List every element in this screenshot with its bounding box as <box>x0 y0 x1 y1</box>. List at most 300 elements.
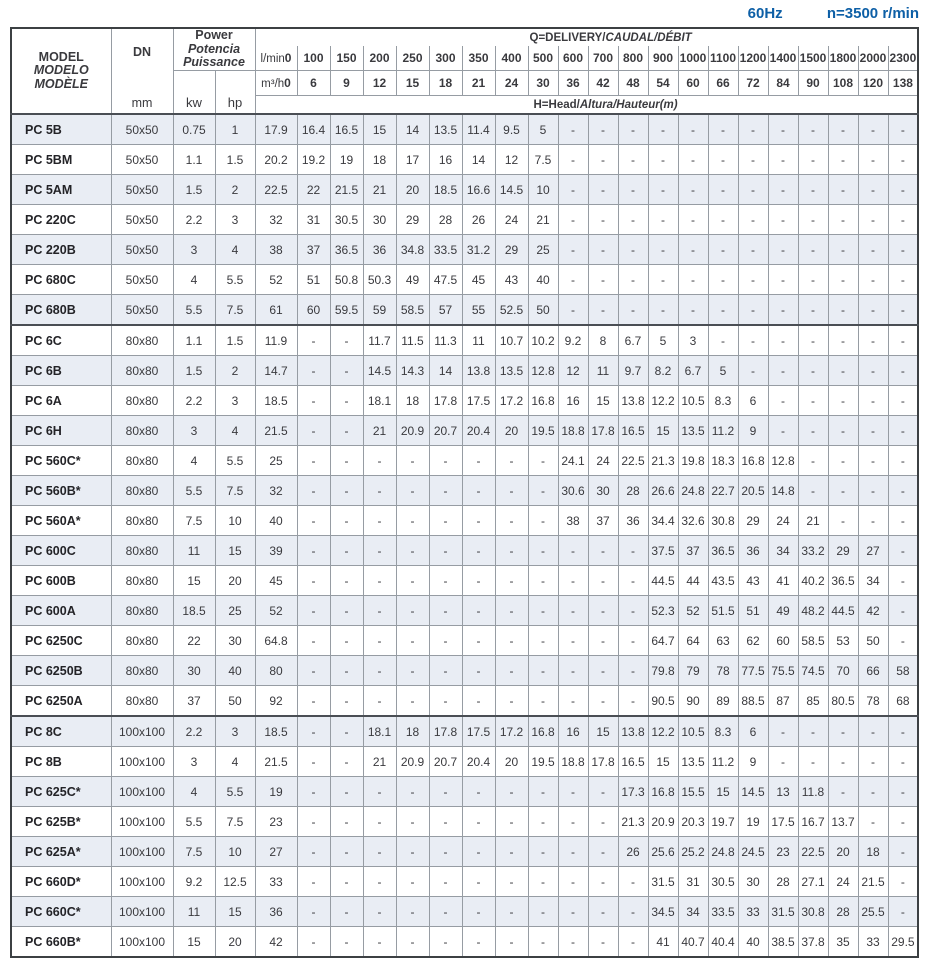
head-value-cell: - <box>330 536 363 566</box>
table-row <box>11 386 918 416</box>
flow-m3h-value: 30 <box>528 71 558 96</box>
model-cell: PC 600C <box>11 536 111 566</box>
head-value-cell: 40 <box>528 265 558 295</box>
head-value-cell: 21 <box>363 416 396 446</box>
head-value-cell: 8 <box>588 325 618 356</box>
head-value-cell: 40.7 <box>678 927 708 958</box>
head-value-cell: 44 <box>678 566 708 596</box>
head-value-cell: 37.8 <box>798 927 828 958</box>
head-value-cell: - <box>888 506 918 536</box>
head-value-cell: 11.4 <box>462 114 495 145</box>
head-value-cell: 11 <box>462 325 495 356</box>
hp-cell: 20 <box>215 566 255 596</box>
hp-cell: 10 <box>215 837 255 867</box>
head-value-cell: - <box>888 777 918 807</box>
head-value-cell: - <box>558 566 588 596</box>
dn-cell: 100x100 <box>111 837 173 867</box>
head-value-cell: 17.5 <box>768 807 798 837</box>
head-value-cell: 51 <box>738 596 768 626</box>
head-value-cell: 3 <box>678 325 708 356</box>
head-value-cell: - <box>429 807 462 837</box>
head-value-cell: 33.2 <box>798 536 828 566</box>
head-value-cell: 20.4 <box>462 747 495 777</box>
head-value-cell: - <box>888 145 918 175</box>
head-value-cell: - <box>330 476 363 506</box>
hp-cell: 3 <box>215 386 255 416</box>
head-value-cell: - <box>798 205 828 235</box>
head-value-cell: - <box>429 596 462 626</box>
head-value-cell: - <box>798 476 828 506</box>
kw-cell: 3 <box>173 416 215 446</box>
flow-lmin-first-cell <box>255 46 297 71</box>
head-value-cell: - <box>462 837 495 867</box>
model-cell: PC 5BM <box>11 145 111 175</box>
head-value-cell: 17.8 <box>588 747 618 777</box>
head-value-cell: - <box>558 837 588 867</box>
head-value-cell: - <box>708 114 738 145</box>
kw-cell: 7.5 <box>173 506 215 536</box>
head-value-cell: 30.8 <box>798 897 828 927</box>
dn-cell: 100x100 <box>111 897 173 927</box>
flow-m3h-value: 24 <box>495 71 528 96</box>
head-value-cell: - <box>396 777 429 807</box>
head-value-cell: 55 <box>462 295 495 326</box>
head-value-cell: 20 <box>495 416 528 446</box>
kw-cell: 2.2 <box>173 205 215 235</box>
head-value-cell: 18.5 <box>429 175 462 205</box>
head-value-cell: 21 <box>363 747 396 777</box>
table-row <box>11 927 918 958</box>
head-value-cell: 39 <box>255 536 297 566</box>
model-cell: PC 8C <box>11 716 111 747</box>
hp-cell: 25 <box>215 596 255 626</box>
head-value-cell: - <box>648 295 678 326</box>
flow-lmin-value: 150 <box>330 46 363 71</box>
head-value-cell: 16.6 <box>462 175 495 205</box>
flow-m3h-value: 60 <box>678 71 708 96</box>
delivery-header <box>255 28 918 46</box>
head-value-cell: 20.3 <box>678 807 708 837</box>
head-value-cell: - <box>558 235 588 265</box>
head-value-cell: - <box>558 205 588 235</box>
head-value-cell: 44.5 <box>648 566 678 596</box>
dn-cell: 80x80 <box>111 356 173 386</box>
table-row <box>11 175 918 205</box>
head-value-cell: - <box>330 566 363 596</box>
head-value-cell: - <box>528 446 558 476</box>
head-value-cell: 17.5 <box>462 716 495 747</box>
model-cell: PC 680C <box>11 265 111 295</box>
head-value-cell: - <box>558 686 588 717</box>
head-value-cell: 92 <box>255 686 297 717</box>
head-value-cell: - <box>363 596 396 626</box>
head-value-cell: - <box>429 506 462 536</box>
head-value-cell: 33 <box>255 867 297 897</box>
dn-cell: 100x100 <box>111 777 173 807</box>
head-value-cell: 90 <box>678 686 708 717</box>
lmin-unit-label: l/min <box>260 53 285 65</box>
head-value-cell: - <box>618 265 648 295</box>
head-value-cell: - <box>330 356 363 386</box>
head-value-cell: 21.5 <box>330 175 363 205</box>
head-value-cell: - <box>330 596 363 626</box>
dn-cell: 100x100 <box>111 867 173 897</box>
head-value-cell: - <box>828 506 858 536</box>
dn-cell: 80x80 <box>111 506 173 536</box>
head-value-cell: 14 <box>396 114 429 145</box>
model-cell: PC 5AM <box>11 175 111 205</box>
head-value-cell: - <box>330 716 363 747</box>
flow-lmin-value: 350 <box>462 46 495 71</box>
head-value-cell: - <box>828 386 858 416</box>
head-value-cell: - <box>558 656 588 686</box>
head-value-cell: - <box>297 416 330 446</box>
pump-performance-table <box>10 27 919 958</box>
head-value-cell: - <box>768 175 798 205</box>
head-value-cell: 16.4 <box>297 114 330 145</box>
head-value-cell: - <box>588 265 618 295</box>
head-value-cell: 60 <box>297 295 330 326</box>
head-value-cell: - <box>768 356 798 386</box>
hp-cell: 40 <box>215 656 255 686</box>
head-value-cell: - <box>330 837 363 867</box>
head-value-cell: 16 <box>558 716 588 747</box>
head-value-cell: - <box>363 897 396 927</box>
head-value-cell: - <box>495 807 528 837</box>
head-value-cell: - <box>738 175 768 205</box>
head-value-cell: - <box>738 325 768 356</box>
dn-cell: 80x80 <box>111 656 173 686</box>
head-value-cell: 35 <box>828 927 858 958</box>
head-value-cell: - <box>678 235 708 265</box>
head-value-cell: 45 <box>255 566 297 596</box>
flow-m3h-value: 6 <box>297 71 330 96</box>
head-value-cell: - <box>888 356 918 386</box>
head-value-cell: 18.5 <box>255 386 297 416</box>
head-value-cell: 9 <box>738 416 768 446</box>
head-value-cell: 11.8 <box>798 777 828 807</box>
head-value-cell: 11.7 <box>363 325 396 356</box>
head-value-cell: 29 <box>738 506 768 536</box>
model-column-header <box>11 28 111 114</box>
head-value-cell: - <box>858 777 888 807</box>
head-value-cell: - <box>429 656 462 686</box>
head-value-cell: - <box>396 927 429 958</box>
head-value-cell: - <box>888 114 918 145</box>
head-value-cell: - <box>888 446 918 476</box>
head-value-cell: - <box>297 807 330 837</box>
head-value-cell: 50 <box>528 295 558 326</box>
head-value-cell: - <box>495 897 528 927</box>
head-value-cell: 24.1 <box>558 446 588 476</box>
head-value-cell: 38.5 <box>768 927 798 958</box>
head-value-cell: - <box>495 476 528 506</box>
head-value-cell: - <box>330 446 363 476</box>
head-value-cell: 52 <box>678 596 708 626</box>
head-value-cell: 20.5 <box>738 476 768 506</box>
head-value-cell: 70 <box>828 656 858 686</box>
head-value-cell: 24 <box>828 867 858 897</box>
kw-cell: 37 <box>173 686 215 717</box>
head-value-cell: - <box>858 325 888 356</box>
head-value-cell: 22.5 <box>798 837 828 867</box>
head-value-cell: 21 <box>363 175 396 205</box>
head-value-cell: 27 <box>255 837 297 867</box>
head-value-cell: 13.5 <box>678 416 708 446</box>
model-label-es: MODELO <box>33 63 89 78</box>
model-label-fr: MODÈLE <box>34 76 88 91</box>
head-value-cell: 66 <box>858 656 888 686</box>
head-value-cell: - <box>708 265 738 295</box>
head-value-cell: 20.9 <box>648 807 678 837</box>
head-value-cell: 11.5 <box>396 325 429 356</box>
head-value-cell: 5 <box>708 356 738 386</box>
table-row <box>11 867 918 897</box>
hp-cell: 5.5 <box>215 777 255 807</box>
head-value-cell: 14.7 <box>255 356 297 386</box>
hp-cell: 10 <box>215 506 255 536</box>
table-row <box>11 626 918 656</box>
head-value-cell: 33 <box>858 927 888 958</box>
head-value-cell: - <box>429 446 462 476</box>
head-value-cell: 32 <box>255 205 297 235</box>
dn-cell: 100x100 <box>111 927 173 958</box>
head-value-cell: 21.5 <box>255 416 297 446</box>
head-value-cell: 18.3 <box>708 446 738 476</box>
head-value-cell: - <box>429 476 462 506</box>
head-value-cell: - <box>708 325 738 356</box>
head-value-cell: 16.5 <box>618 416 648 446</box>
head-value-cell: - <box>828 777 858 807</box>
flow-lmin-value: 700 <box>588 46 618 71</box>
head-value-cell: - <box>297 897 330 927</box>
head-value-cell: 49 <box>768 596 798 626</box>
dn-cell: 100x100 <box>111 807 173 837</box>
head-value-cell: - <box>828 114 858 145</box>
head-value-cell: - <box>462 777 495 807</box>
head-value-cell: 61 <box>255 295 297 326</box>
head-value-cell: - <box>330 747 363 777</box>
flow-m3h-value: 66 <box>708 71 738 96</box>
head-value-cell: - <box>363 686 396 717</box>
table-row <box>11 325 918 356</box>
head-value-cell: 43.5 <box>708 566 738 596</box>
head-value-cell: - <box>828 446 858 476</box>
table-row <box>11 446 918 476</box>
flow-m3h-value: 120 <box>858 71 888 96</box>
head-value-cell: - <box>330 656 363 686</box>
head-value-cell: - <box>888 386 918 416</box>
head-value-cell: 24.5 <box>738 837 768 867</box>
model-cell: PC 625B* <box>11 807 111 837</box>
head-value-cell: 17 <box>396 145 429 175</box>
head-value-cell: - <box>297 747 330 777</box>
model-cell: PC 6250C <box>11 626 111 656</box>
head-value-cell: - <box>798 356 828 386</box>
head-value-cell: - <box>558 927 588 958</box>
flow-m3h-value: 18 <box>429 71 462 96</box>
head-value-cell: 30.8 <box>708 506 738 536</box>
head-value-cell: - <box>798 145 828 175</box>
head-value-cell: - <box>495 656 528 686</box>
head-value-cell: 19.8 <box>678 446 708 476</box>
head-value-cell: - <box>528 506 558 536</box>
head-value-cell: 14.3 <box>396 356 429 386</box>
head-value-cell: - <box>858 747 888 777</box>
head-value-cell: 13.8 <box>618 386 648 416</box>
head-value-cell: 9.2 <box>558 325 588 356</box>
kw-cell: 4 <box>173 265 215 295</box>
model-cell: PC 220B <box>11 235 111 265</box>
head-value-cell: - <box>858 716 888 747</box>
head-value-cell: 20.4 <box>462 416 495 446</box>
kw-cell: 30 <box>173 656 215 686</box>
head-value-cell: - <box>429 626 462 656</box>
head-value-cell: 18 <box>363 145 396 175</box>
hp-cell: 12.5 <box>215 867 255 897</box>
head-value-cell: 22.5 <box>255 175 297 205</box>
head-value-cell: 62 <box>738 626 768 656</box>
model-cell: PC 600B <box>11 566 111 596</box>
head-value-cell: 89 <box>708 686 738 717</box>
head-value-cell: 36.5 <box>828 566 858 596</box>
head-value-cell: 16 <box>429 145 462 175</box>
head-value-cell: 60 <box>768 626 798 656</box>
head-value-cell: - <box>768 235 798 265</box>
head-value-cell: 18.5 <box>255 716 297 747</box>
dn-cell: 50x50 <box>111 265 173 295</box>
head-value-cell: - <box>528 686 558 717</box>
head-value-cell: 29 <box>828 536 858 566</box>
flow-m3h-value: 12 <box>363 71 396 96</box>
head-value-cell: - <box>828 235 858 265</box>
head-value-cell: - <box>588 175 618 205</box>
head-value-cell: - <box>888 536 918 566</box>
head-value-cell: - <box>429 837 462 867</box>
head-value-cell: - <box>462 536 495 566</box>
head-value-cell: 15 <box>588 716 618 747</box>
head-value-cell: - <box>588 205 618 235</box>
head-value-cell: - <box>588 536 618 566</box>
head-value-cell: 34.8 <box>396 235 429 265</box>
head-value-cell: 50.3 <box>363 265 396 295</box>
head-value-cell: 36 <box>738 536 768 566</box>
kw-cell: 15 <box>173 927 215 958</box>
head-value-cell: - <box>462 656 495 686</box>
head-value-cell: - <box>429 686 462 717</box>
table-row <box>11 596 918 626</box>
speed-label: n=3500 r/min <box>826 5 919 22</box>
head-value-cell: - <box>708 205 738 235</box>
head-value-cell: 19 <box>330 145 363 175</box>
head-value-cell: - <box>618 626 648 656</box>
head-value-cell: 6 <box>738 386 768 416</box>
dn-cell: 80x80 <box>111 386 173 416</box>
head-value-cell: 40.4 <box>708 927 738 958</box>
head-value-cell: - <box>363 476 396 506</box>
table-row <box>11 536 918 566</box>
head-value-cell: 51 <box>297 265 330 295</box>
head-value-cell: - <box>297 446 330 476</box>
head-value-cell: 19.5 <box>528 416 558 446</box>
head-value-cell: 47.5 <box>429 265 462 295</box>
head-value-cell: - <box>708 235 738 265</box>
hp-cell: 2 <box>215 356 255 386</box>
table-row <box>11 897 918 927</box>
head-value-cell: 23 <box>255 807 297 837</box>
head-value-cell: - <box>363 927 396 958</box>
flow-lmin-value: 250 <box>396 46 429 71</box>
head-value-cell: - <box>330 416 363 446</box>
head-value-cell: - <box>888 416 918 446</box>
head-value-cell: - <box>558 295 588 326</box>
head-value-cell: 20.7 <box>429 747 462 777</box>
head-value-cell: 30.6 <box>558 476 588 506</box>
head-value-cell: - <box>495 867 528 897</box>
head-value-cell: - <box>888 867 918 897</box>
head-value-cell: - <box>798 325 828 356</box>
head-value-cell: - <box>738 205 768 235</box>
head-value-cell: 63 <box>708 626 738 656</box>
head-value-cell: - <box>528 897 558 927</box>
head-value-cell: 37 <box>678 536 708 566</box>
head-value-cell: 27 <box>858 536 888 566</box>
head-value-cell: 7.5 <box>528 145 558 175</box>
head-value-cell: - <box>828 716 858 747</box>
head-value-cell: - <box>648 265 678 295</box>
head-value-cell: - <box>396 807 429 837</box>
head-value-cell: 28 <box>618 476 648 506</box>
head-value-cell: - <box>330 897 363 927</box>
power-label-en: Power <box>195 28 233 43</box>
flow-lmin-value: 1400 <box>768 46 798 71</box>
head-value-cell: 17.9 <box>255 114 297 145</box>
head-value-cell: - <box>858 235 888 265</box>
head-value-cell: 37 <box>297 235 330 265</box>
head-value-cell: - <box>618 566 648 596</box>
head-value-cell: - <box>462 897 495 927</box>
kw-cell: 18.5 <box>173 596 215 626</box>
head-value-cell: - <box>678 205 708 235</box>
flow-lmin-value: 500 <box>528 46 558 71</box>
dn-unit-label: mm <box>131 96 153 110</box>
head-value-cell: - <box>708 175 738 205</box>
head-value-cell: - <box>588 295 618 326</box>
head-value-cell: - <box>462 626 495 656</box>
head-value-cell: - <box>462 566 495 596</box>
head-value-cell: 40 <box>255 506 297 536</box>
head-value-cell: - <box>462 476 495 506</box>
hp-cell: 5.5 <box>215 446 255 476</box>
head-value-cell: - <box>588 656 618 686</box>
head-value-cell: - <box>558 536 588 566</box>
model-cell: PC 660D* <box>11 867 111 897</box>
table-row <box>11 686 918 717</box>
dn-cell: 50x50 <box>111 175 173 205</box>
head-value-cell: - <box>618 536 648 566</box>
head-value-cell: - <box>363 867 396 897</box>
head-value-cell: 18.8 <box>558 747 588 777</box>
kw-cell: 15 <box>173 566 215 596</box>
head-value-cell: 34.5 <box>648 897 678 927</box>
dn-cell: 100x100 <box>111 716 173 747</box>
head-value-cell: 8.3 <box>708 386 738 416</box>
head-value-cell: 36 <box>363 235 396 265</box>
head-value-cell: - <box>297 596 330 626</box>
dn-label: DN <box>132 45 152 59</box>
head-value-cell: - <box>798 114 828 145</box>
head-value-cell: 17.2 <box>495 716 528 747</box>
